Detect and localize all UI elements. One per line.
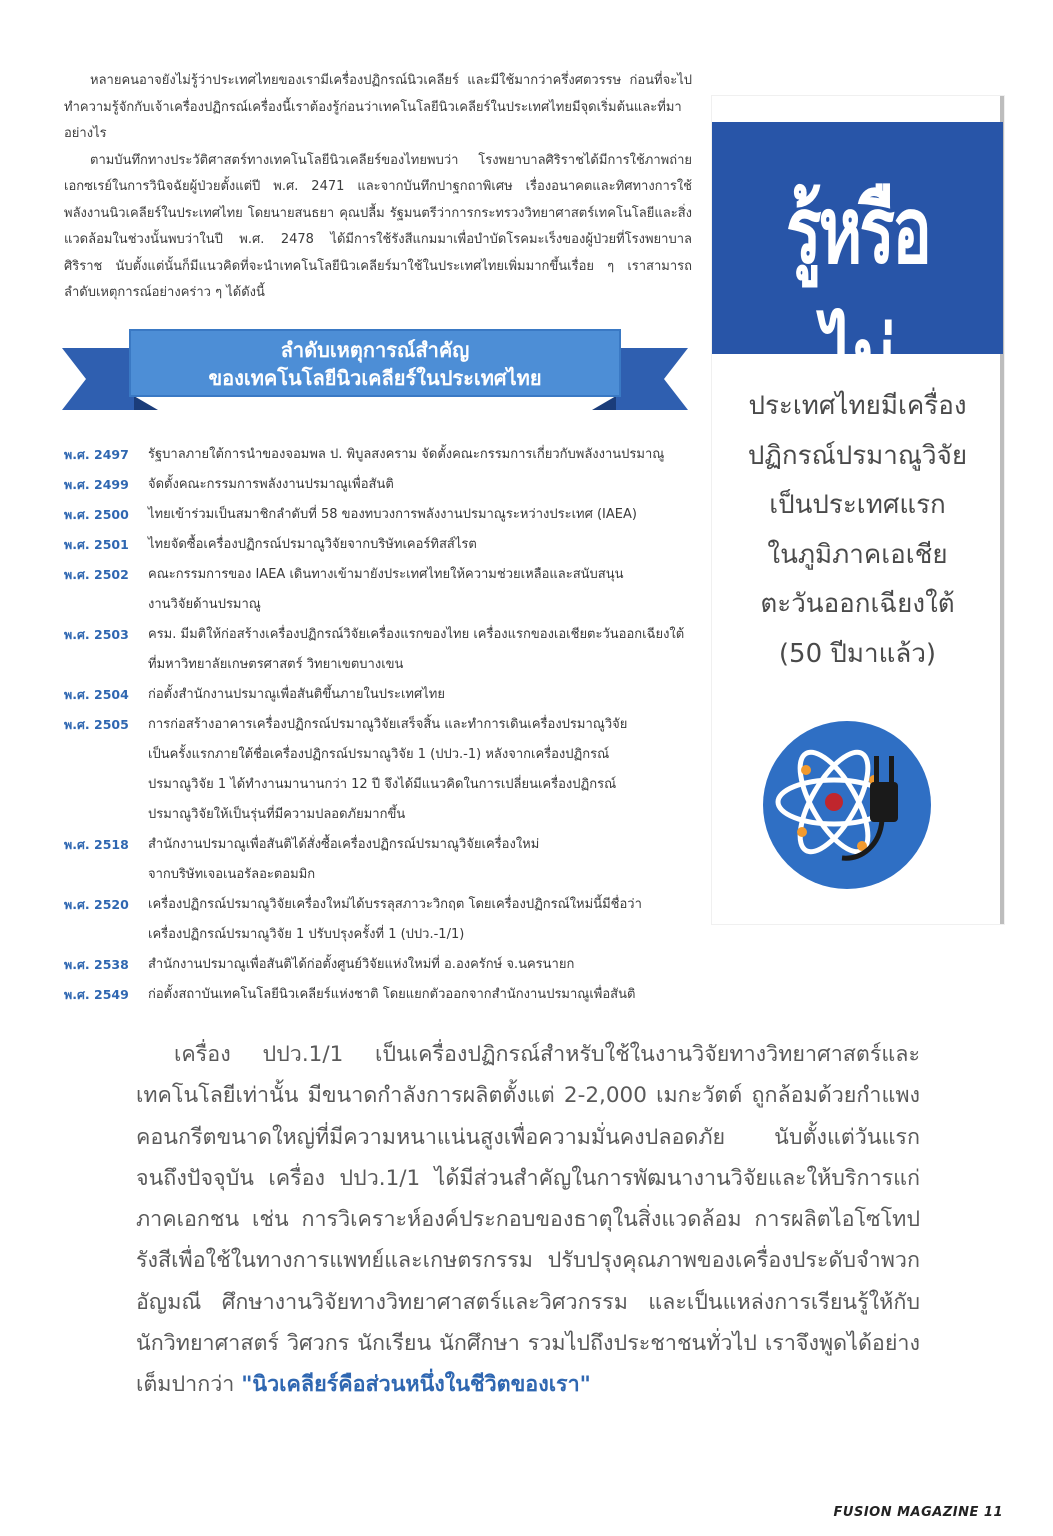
banner-line-2: ของเทคโนโลยีนิวเคลียร์ในประเทศไทย	[208, 366, 542, 390]
did-you-know-line: (50 ปีมาแล้ว)	[778, 638, 937, 669]
timeline-text	[148, 680, 694, 710]
timeline-text-line: เป็นครั้งแรกภายใต้ชื่อเครื่องปฏิกรณ์ปรมาณูวิจัย 1 (ปปว.-1) หลังจากเครื่องปฏิกรณ์	[148, 747, 610, 762]
timeline-text	[148, 560, 694, 620]
did-you-know-line: ประเทศไทยมีเครื่อง	[748, 391, 967, 421]
timeline-list	[64, 440, 694, 1010]
summary-highlight: "นิวเคลียร์คือส่วนหนึ่งในชีวิตของเรา"	[241, 1372, 591, 1398]
summary-paragraph	[136, 1034, 920, 1406]
timeline-text-line: ก่อตั้งสำนักงานปรมาณูเพื่อสันติขึ้นภายในประเทศไทย	[148, 687, 445, 702]
timeline-year: พ.ศ. 2503	[64, 627, 129, 642]
timeline-text-line: ปรมาณูวิจัยให้เป็นรุ่นที่มีความปลอดภัยมากขึ้น	[148, 807, 406, 822]
timeline-text	[148, 980, 694, 1010]
timeline-row	[64, 440, 694, 470]
timeline-text	[148, 890, 694, 950]
timeline-year: พ.ศ. 2538	[64, 957, 129, 972]
timeline-row	[64, 530, 694, 560]
timeline-year: พ.ศ. 2520	[64, 897, 129, 912]
timeline-text-line: สำนักงานปรมาณูเพื่อสันติได้สั่งซื้อเครื่องปฏิกรณ์ปรมาณูวิจัยเครื่องใหม่	[148, 837, 540, 852]
intro-paragraph-2: ตามบันทึกทางประวัติศาสตร์ทางเทคโนโลยีนิวเคลียร์ของไทยพบว่า โรงพยาบาลศิริราชได้มีการใช้ภาพถ่ายเอกซเรย์ในการวินิจฉัยผู้ป่วยตั้งแต่ปี พ.ศ. 2471 และจากบันทึกปาฐกถาพิเศษ เรื่องอนาคตและทิศทางการใช้พลังงานนิวเคลียร์ในประเทศไทย โดยนายสนธยา คุณปลื้ม รัฐมนตรีว่าการกระทรวงวิทยาศาสตร์เทคโนโลยีและสิ่งแวดล้อมในช่วงนั้นพบว่าในปี พ.ศ. 2478 ได้มีการใช้รังสีแกมมาเพื่อบำบัดโรคมะเร็งของผู้ป่วยที่โรงพยาบาลศิริราช นับตั้งแต่นั้นก็มีแนวคิดที่จะนำเทคโนโลยีนิวเคลียร์มาใช้ในประเทศไทยเพิ่มมากขึ้นเรื่อย ๆ เราสามารถลำดับเหตุการณ์อย่างคร่าว ๆ ได้ดังนี้	[64, 152, 692, 300]
timeline-text-line: คณะกรรมการของ IAEA เดินทางเข้ามายังประเทศไทยให้ความช่วยเหลือและสนับสนุน	[148, 567, 624, 582]
timeline-text-line: รัฐบาลภายใต้การนำของจอมพล ป. พิบูลสงคราม จัดตั้งคณะกรรมการเกี่ยวกับพลังงานปรมาณู	[148, 447, 665, 462]
did-you-know-line: ปฏิกรณ์ปรมาณูวิจัย	[747, 440, 968, 471]
atom-plug-icon	[762, 720, 932, 890]
timeline-year: พ.ศ. 2549	[64, 987, 129, 1002]
timeline-year: พ.ศ. 2504	[64, 687, 129, 702]
timeline-text-line: ก่อตั้งสถาบันเทคโนโลยีนิวเคลียร์แห่งชาติ โดยแยกตัวออกจากสำนักงานปรมาณูเพื่อสันติ	[148, 987, 636, 1002]
timeline-year: พ.ศ. 2501	[64, 537, 129, 552]
banner-line-1: ลำดับเหตุการณ์สำคัญ	[280, 338, 470, 362]
did-you-know-body	[712, 382, 1003, 679]
timeline-text-line: เครื่องปฏิกรณ์ปรมาณูวิจัยเครื่องใหม่ได้บรรลุสภาวะวิกฤต โดยเครื่องปฏิกรณ์ใหม่นี้มีชื่อว่า	[148, 897, 642, 912]
timeline-text-line: ปรมาณูวิจัย 1 ได้ทำงานมานานกว่า 12 ปี จึงได้มีแนวคิดในการเปลี่ยนเครื่องปฏิกรณ์	[148, 777, 617, 792]
timeline-banner	[62, 326, 688, 410]
timeline-row	[64, 950, 694, 980]
timeline-text-line: ไทยจัดซื้อเครื่องปฏิกรณ์ปรมาณูวิจัยจากบริษัทเคอร์ทิสส์ไรต	[148, 537, 477, 552]
summary-text: เครื่อง ปปว.1/1 เป็นเครื่องปฏิกรณ์สำหรับใช้ในงานวิจัยทางวิทยาศาสตร์และเทคโนโลยีเท่านั้น มีขนาดกำลังการผลิตตั้งแต่ 2-2,000 เมกะวัตต์ ถูกล้อมด้วยกำแพงคอนกรีตขนาดใหญ่ที่มีความหนาแน่นสูงเพื่อความมั่นคงปลอดภัย นับตั้งแต่วันแรกจนถึงปัจจุบัน เครื่อง ปปว.1/1 ได้มีส่วนสำคัญในการพัฒนางานวิจัยและให้บริการแก่ภาคเอกชน เช่น การวิเคราะห์องค์ประกอบของธาตุในสิ่งแวดล้อม การผลิตไอโซโทปรังสีเพื่อใช้ในทางการแพทย์และเกษตรกรรม ปรับปรุงคุณภาพของเครื่องประดับจำพวกอัญมณี ศึกษางานวิจัยทางวิทยาศาสตร์และวิศวกรรม และเป็นแหล่งการเรียนรู้ให้กับนักวิทยาศาสตร์ วิศวกร นักเรียน นักศึกษา รวมไปถึงประชาชนทั่วไป เราจึงพูดได้อย่างเต็มปากว่า	[136, 1042, 920, 1398]
timeline-row	[64, 710, 694, 830]
timeline-year: พ.ศ. 2505	[64, 717, 129, 732]
timeline-text-line: จัดตั้งคณะกรรมการพลังงานปรมาณูเพื่อสันติ	[148, 477, 394, 492]
timeline-year: พ.ศ. 2497	[64, 447, 129, 462]
did-you-know-line: เป็นประเทศแรก	[769, 490, 946, 520]
timeline-row	[64, 890, 694, 950]
timeline-text	[148, 830, 694, 890]
timeline-text-line: การก่อสร้างอาคารเครื่องปฏิกรณ์ปรมาณูวิจัยเสร็จสิ้น และทำการเดินเครื่องปรมาณูวิจัย	[148, 717, 628, 732]
timeline-text	[148, 500, 694, 530]
timeline-text	[148, 710, 694, 830]
timeline-row	[64, 680, 694, 710]
intro-paragraph-1: หลายคนอาจยังไม่รู้ว่าประเทศไทยของเรามีเครื่องปฏิกรณ์นิวเคลียร์ และมีใช้มากว่าครึ่งศตวรรษ ก่อนที่จะไปทำความรู้จักกับเจ้าเครื่องปฏิกรณ์เครื่องนี้เราต้องรู้ก่อนว่าเทคโนโลยีนิวเคลียร์ในประเทศไทยมีจุดเริ่มต้นและที่มาอย่างไร	[64, 73, 692, 141]
timeline-row	[64, 620, 694, 680]
did-you-know-title: รู้หรือไม่	[785, 177, 930, 414]
timeline-text-line: สำนักงานปรมาณูเพื่อสันติได้ก่อตั้งศูนย์วิจัยแห่งใหม่ที่ อ.องครักษ์ จ.นครนายก	[148, 957, 575, 972]
timeline-text-line: ไทยเข้าร่วมเป็นสมาชิกลำดับที่ 58 ของทบวงการพลังงานปรมาณูระหว่างประเทศ (IAEA)	[148, 507, 637, 522]
timeline-row	[64, 980, 694, 1010]
timeline-text-line: งานวิจัยด้านปรมาณู	[148, 597, 261, 612]
timeline-text-line: เครื่องปฏิกรณ์ปรมาณูวิจัย 1 ปรับปรุงครั้งที่ 1 (ปปว.-1/1)	[148, 927, 465, 942]
timeline-year: พ.ศ. 2499	[64, 477, 129, 492]
timeline-text	[148, 470, 694, 500]
timeline-row	[64, 830, 694, 890]
timeline-text	[148, 950, 694, 980]
timeline-year: พ.ศ. 2502	[64, 567, 129, 582]
timeline-year: พ.ศ. 2518	[64, 837, 129, 852]
page-footer: FUSION MAGAZINE 11	[833, 1505, 1003, 1520]
timeline-text-line: ครม. มีมติให้ก่อสร้างเครื่องปฏิกรณ์วิจัยเครื่องแรกของไทย เครื่องแรกของเอเชียตะวันออกเฉียงใต้	[148, 627, 685, 642]
did-you-know-line: ตะวันออกเฉียงใต้	[760, 589, 955, 619]
timeline-text-line: จากบริษัทเจอเนอรัลอะตอมมิก	[148, 867, 316, 882]
timeline-row	[64, 560, 694, 620]
timeline-row	[64, 500, 694, 530]
timeline-row	[64, 470, 694, 500]
did-you-know-line: ในภูมิภาคเอเชีย	[767, 539, 948, 570]
timeline-year: พ.ศ. 2500	[64, 507, 129, 522]
timeline-text	[148, 620, 694, 680]
timeline-text-line: ที่มหาวิทยาลัยเกษตรศาสตร์ วิทยาเขตบางเขน	[148, 657, 404, 672]
timeline-text	[148, 530, 694, 560]
intro-text	[64, 68, 692, 307]
timeline-text	[148, 440, 694, 470]
